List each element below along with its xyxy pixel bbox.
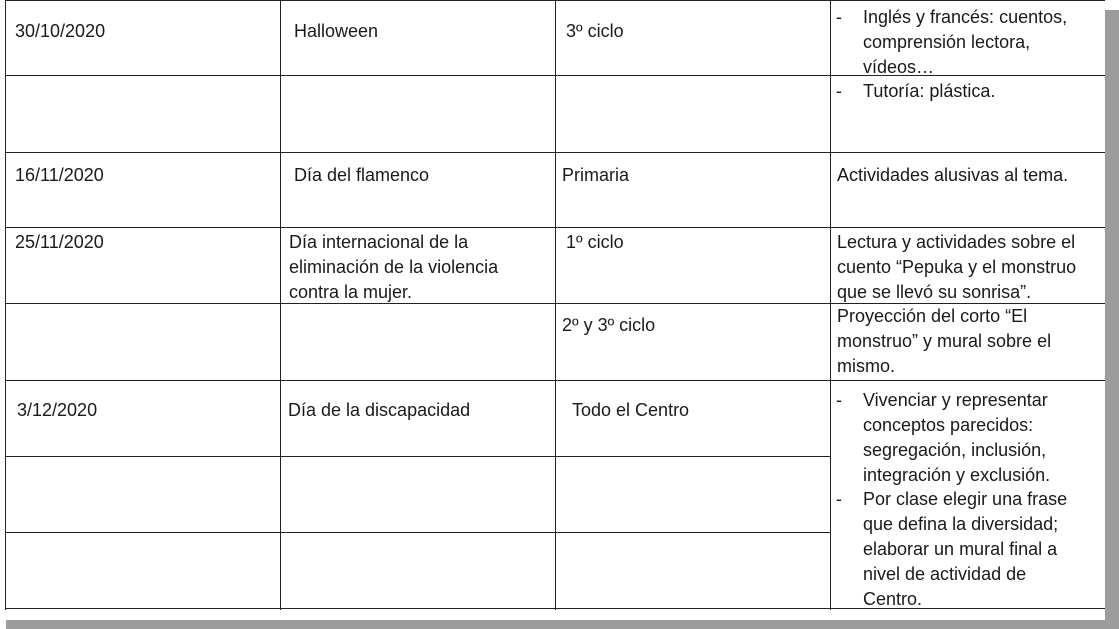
date-cell: 30/10/2020 [15, 21, 106, 41]
activity-cell [837, 304, 1051, 379]
bullet-dash: - [836, 7, 842, 27]
activity-text [863, 487, 1067, 612]
bullet-dash: - [836, 489, 842, 509]
level-cell: 3º ciclo [566, 21, 624, 41]
activity-line: Por clase elegir una frase [863, 489, 1068, 509]
activity-line: Lectura y actividades sobre el [837, 232, 1076, 252]
bullet-dash: - [836, 390, 842, 410]
activity-text [863, 5, 1067, 80]
activity-line: nivel de actividad de [863, 564, 1027, 584]
event-line: contra la mujer. [289, 282, 413, 302]
event-cell: Día del flamenco [294, 165, 430, 185]
activity-line: elaborar un mural final a [863, 539, 1058, 559]
event-cell: Halloween [294, 21, 379, 41]
activity-cell [837, 230, 1076, 305]
activity-line: comprensión lectora, [863, 32, 1031, 52]
activity-text [863, 79, 995, 104]
level-cell: 1º ciclo [566, 232, 624, 252]
bullet-dash: - [836, 81, 842, 101]
level-cell: Primaria [562, 165, 630, 185]
activity-line: Proyección del corto “El [837, 306, 1028, 326]
date-cell: 3/12/2020 [17, 400, 98, 420]
column-divider [555, 0, 556, 610]
activity-line: Tutoría: plástica. [863, 81, 996, 101]
activity-line: conceptos parecidos: [863, 415, 1034, 435]
event-line: eliminación de la violencia [289, 257, 499, 277]
page-shadow [6, 620, 1119, 629]
activity-text [863, 388, 1050, 488]
activity-line: cuento “Pepuka y el monstruo [837, 257, 1077, 277]
event-cell: Día de la discapacidad [288, 400, 471, 420]
column-divider [830, 0, 831, 610]
activity-line: Vivenciar y representar [863, 390, 1048, 410]
column-divider [280, 0, 281, 610]
activity-line: Centro. [863, 589, 923, 609]
level-cell: 2º y 3º ciclo [562, 315, 656, 335]
activity-cell: Actividades alusivas al tema. [837, 165, 1069, 185]
activity-line: integración y exclusión. [863, 465, 1051, 485]
activity-line: mismo. [837, 356, 895, 376]
activity-line: segregación, inclusión, [863, 440, 1047, 460]
page-shadow [1105, 10, 1119, 629]
activities-table [5, 0, 1105, 611]
activity-line: que se llevó su sonrisa”. [837, 282, 1032, 302]
event-line: Día internacional de la [289, 232, 469, 252]
activity-line: monstruo” y mural sobre el [837, 331, 1052, 351]
column-divider [5, 0, 6, 610]
date-cell: 25/11/2020 [15, 232, 104, 252]
activity-line: Inglés y francés: cuentos, [863, 7, 1068, 27]
event-cell [289, 230, 498, 305]
date-cell: 16/11/2020 [15, 165, 104, 185]
activity-line: que defina la diversidad; [863, 514, 1059, 534]
level-cell: Todo el Centro [572, 400, 690, 420]
activity-line: vídeos… [863, 57, 935, 77]
